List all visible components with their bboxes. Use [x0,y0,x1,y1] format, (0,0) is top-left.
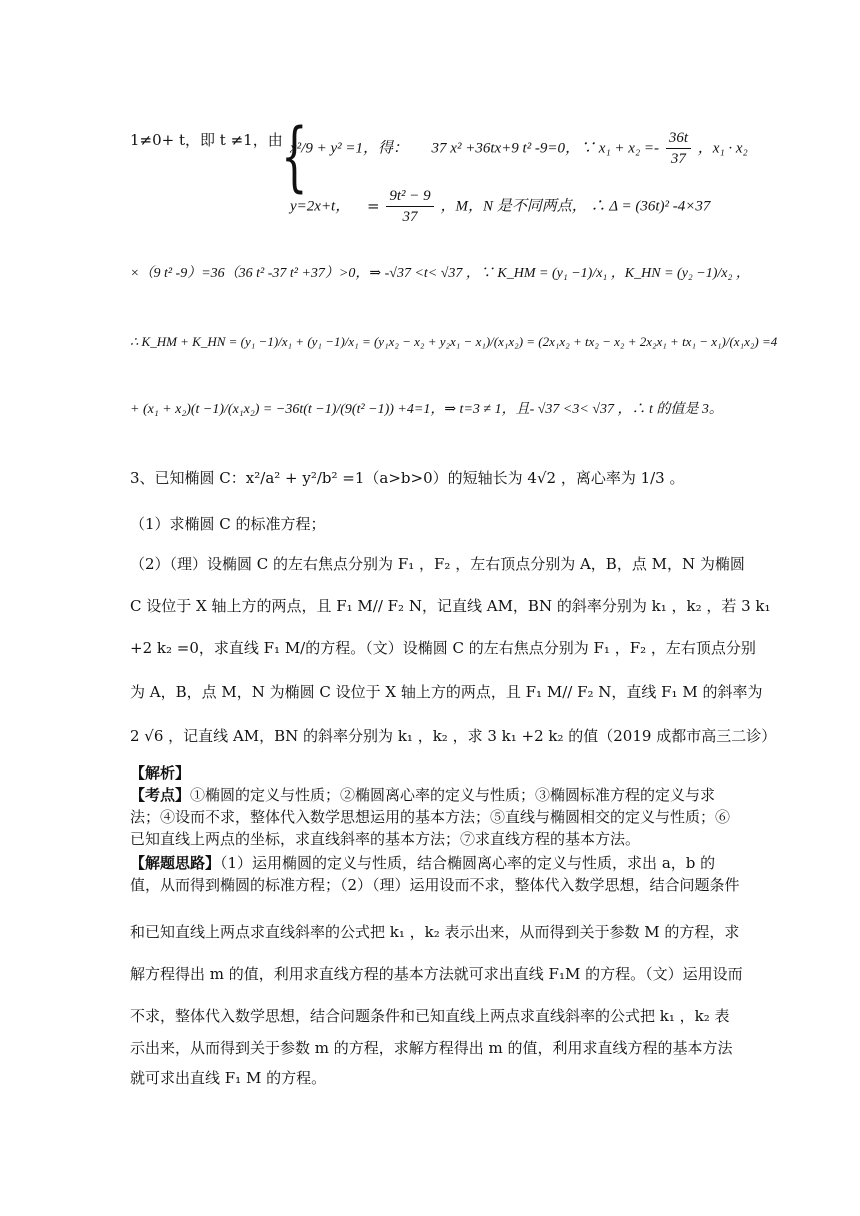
silu-line5 [130,1036,740,1060]
math-line-2 [290,186,740,227]
silu-line3 [130,962,743,986]
problem-part2-line4 [130,680,763,704]
silu-line4 [130,1004,740,1028]
problem-statement [130,466,740,490]
paragraph-text: （1）运用椭圆的定义与性质，结合椭圆离心率的定义与性质，求出 a，b 的值，从而得到椭圆的标准方程；（2）（理）运用设而不求，整体代入数学思想，结合问题条件 [130,854,740,894]
section-label: 【解题思路】 [130,854,221,872]
math-text: ×（9 t² -9）=36（36 t² -37 t² +37）>0，⇒ -√37 <t< √37 ，∵ K_HM = (y₁ −1)/x₁ ，K_HN = (y₂ −1)/x₂ ， [130,266,750,281]
problem-part2-line5 [130,724,777,748]
paragraph-text: 就可求出直线 F₁ M 的方程。 [130,1069,327,1087]
kaodian-paragraph [130,784,740,850]
problem-text: 3、已知椭圆 C：x²/a² + y²/b² =1（a>b>0）的短轴长为 4√2 ，离心率为 1/3 。 [130,469,685,487]
paragraph-text: 不求，整体代入数学思想，结合问题条件和已知直线上两点求直线斜率的公式把 k₁ ，k₂ 表 [130,1007,730,1025]
problem-text: C 设位于 X 轴上方的两点，且 F₁ M// F₂ N，记直线 AM，BN 的斜率分别为 k₁ ，k₂ ，若 3 k₁ [130,597,771,615]
problem-text: （1）求椭圆 C 的标准方程； [130,515,326,533]
silu-line2 [130,920,740,944]
paragraph-text: 解方程得出 m 的值，利用求直线方程的基本方法就可求出直线 F₁M 的方程。（文）运用设而 [130,965,743,983]
silu-paragraph [130,852,740,896]
analysis-heading [130,762,740,784]
system-brace: { [281,111,308,200]
fraction-numerator: 9t² − 9 [386,186,433,207]
fraction-denominator: 37 [670,151,686,167]
math-text: x²/9 + y² =1，得： [290,140,408,157]
math-line-1b [290,128,748,169]
problem-part2 [130,552,745,576]
problem-part2-line3 [130,636,756,660]
problem-text: +2 k₂ =0，求直线 F₁ M/的方程。（文）设椭圆 C 的左右焦点分别为 F₁ ，F₂ ，左右顶点分别 [130,639,756,657]
paragraph-text: 示出来，从而得到关于参数 m 的方程，求解方程得出 m 的值，利用求直线方程的基本方法 [130,1039,733,1057]
problem-text: （2）（理）设椭圆 C 的左右焦点分别为 F₁ ，F₂ ，左右顶点分别为 A，B，点 M，N 为椭圆 [130,555,745,573]
math-text: ∴ K_HM + K_HN = (y₁ −1)/x₁ + (y₁ −1)/x₁ = (y₁x₂ − x₂ + y₂x₁ − x₁)/(x₁x₂) = (2x₁x₂ + tx₂ − x₂ + 2x₂x₁ + tx₁ − x₁)/(x₁x₂) =4 [130,334,778,349]
math-line-5 [130,398,740,422]
problem-part2-line2 [130,594,771,618]
problem-text: 2 √6 ，记直线 AM，BN 的斜率分别为 k₁ ，k₂ ，求 3 k₁ +2 k₂ 的值（2019 成都市高三二诊） [130,727,777,745]
fraction [666,128,691,169]
paragraph-text: ①椭圆的定义与性质；②椭圆离心率的定义与性质；③椭圆标准方程的定义与求法；④设而不求，整体代入数学思想运用的基本方法；⑤直线与椭圆相交的定义与性质；⑥已知直线上两点的坐标，求直线斜率的基本方法；⑦求直线方程的基本方法。 [130,786,731,848]
math-text: = [367,196,380,215]
math-text: + (x₁ + x₂)(t −1)/(x₁x₂) = −36t(t −1)/(9(t² −1)) +4=1，⇒ t=3 ≠ 1，且- √37 <3< √37 ，∴ t 的值是 3。 [130,402,723,417]
math-text: ，x₁ · x₂ [697,140,748,157]
math-line-3 [130,262,750,286]
section-heading: 【解析】 [130,764,191,782]
math-line-4 [130,330,778,354]
silu-line6 [130,1066,740,1090]
fraction [386,186,433,227]
fraction-numerator: 36t [666,128,691,149]
math-text: 1≠0+ t，即 t ≠1，由 [130,131,283,149]
fraction-denominator: 37 [402,209,418,225]
paragraph-text: 和已知直线上两点求直线斜率的公式把 k₁ ，k₂ 表示出来，从而得到关于参数 M 的方程，求 [130,923,740,941]
problem-part1 [130,512,740,536]
section-label: 【考点】 [130,786,191,804]
math-text: 37 x² +36tx+9 t² -9=0，∵ x₁ + x₂ =- [431,140,660,157]
math-text: y=2x+t， [290,198,351,215]
math-text: ，M，N 是不同两点， ∴ Δ = (36t)² -4×37 [440,198,711,215]
problem-text: 为 A，B，点 M，N 为椭圆 C 设位于 X 轴上方的两点，且 F₁ M// F₂ N，直线 F₁ M 的斜率为 [130,683,763,701]
